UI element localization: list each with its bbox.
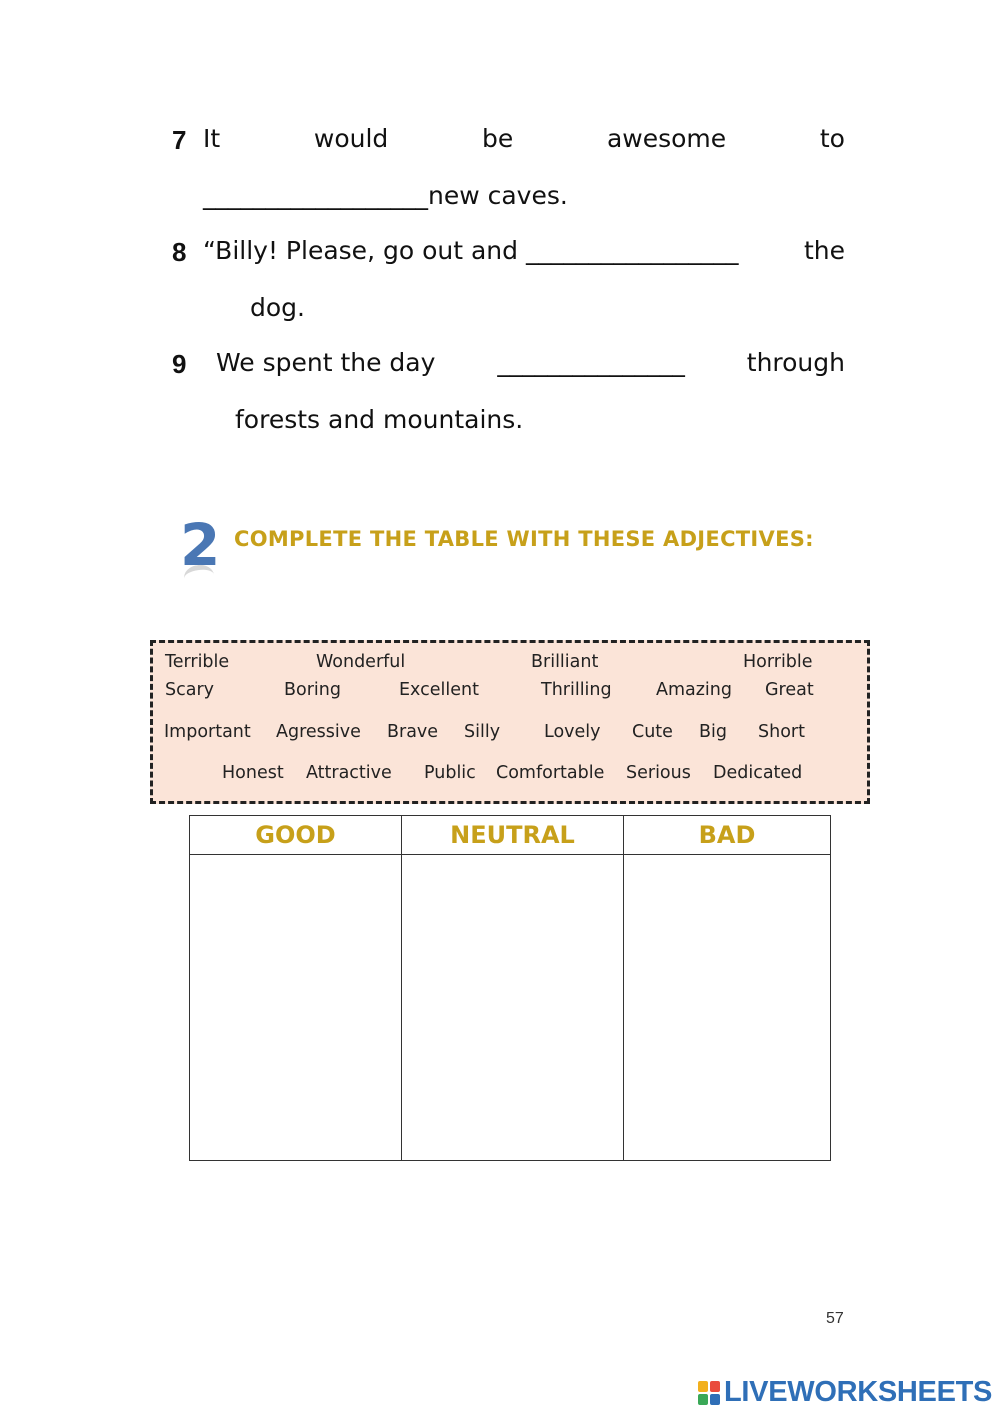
word-bank-item[interactable]: Honest xyxy=(222,763,284,783)
word-bank-item[interactable]: Public xyxy=(424,763,476,783)
question-7-line-2 xyxy=(203,181,568,211)
word-bank xyxy=(150,640,870,804)
word: be xyxy=(482,124,514,153)
column-header-bad: BAD xyxy=(624,816,831,855)
page-number: 57 xyxy=(826,1310,844,1327)
question-text: through xyxy=(746,348,845,377)
word-bank-item[interactable]: Important xyxy=(164,722,251,742)
word-bank-item[interactable]: Wonderful xyxy=(316,652,406,672)
word: It xyxy=(203,124,221,153)
word-bank-item[interactable]: Big xyxy=(699,722,727,742)
word-bank-item[interactable]: Thrilling xyxy=(541,680,612,700)
question-number: 9 xyxy=(172,349,187,379)
word-bank-item[interactable]: Excellent xyxy=(399,680,479,700)
question-number: 7 xyxy=(172,125,187,155)
table-header-row xyxy=(190,816,831,855)
answer-blank[interactable]: __________________ xyxy=(203,181,428,210)
question-8-line-1 xyxy=(203,236,845,266)
question-text: “Billy! Please, go out and xyxy=(203,236,526,265)
word-bank-item[interactable]: Amazing xyxy=(656,680,732,700)
answer-blank[interactable]: _______________ xyxy=(497,348,685,377)
word-bank-item[interactable]: Great xyxy=(765,680,814,700)
word: awesome xyxy=(606,124,727,153)
neutral-answer-cell[interactable] xyxy=(402,855,624,1161)
word: to xyxy=(819,124,845,153)
section-title: COMPLETE THE TABLE WITH THESE ADJECTIVES: xyxy=(234,527,814,551)
question-8-line-2: dog. xyxy=(250,293,305,322)
answer-blank[interactable]: _________________ xyxy=(525,236,739,265)
question-text: We spent the day xyxy=(216,348,436,377)
word-bank-item[interactable]: Silly xyxy=(464,722,501,742)
word-bank-item[interactable]: Brilliant xyxy=(531,652,599,672)
sorting-table xyxy=(189,815,831,1161)
word-bank-item[interactable]: Short xyxy=(758,722,805,742)
word-bank-item[interactable]: Scary xyxy=(165,680,215,700)
bad-answer-cell[interactable] xyxy=(624,855,831,1161)
question-7-line-1 xyxy=(203,124,845,154)
word-bank-item[interactable]: Dedicated xyxy=(713,763,803,783)
table-answer-row xyxy=(190,855,831,1161)
word-bank-item[interactable]: Cute xyxy=(632,722,673,742)
word-bank-item[interactable]: Boring xyxy=(284,680,341,700)
good-answer-cell[interactable] xyxy=(190,855,402,1161)
word-bank-item[interactable]: Horrible xyxy=(743,652,813,672)
section-number: 2 xyxy=(180,511,221,579)
column-header-neutral: NEUTRAL xyxy=(402,816,624,855)
question-text: new caves. xyxy=(428,181,568,210)
word-bank-item[interactable]: Agressive xyxy=(276,722,361,742)
word-bank-item[interactable]: Lovely xyxy=(544,722,601,742)
word: would xyxy=(313,124,389,153)
word-bank-item[interactable]: Terrible xyxy=(165,652,230,672)
question-number: 8 xyxy=(172,237,187,267)
word-bank-item[interactable]: Comfortable xyxy=(496,763,605,783)
logo-text: LIVEWORKSHEETS xyxy=(724,1376,993,1408)
liveworksheets-logo xyxy=(698,1376,992,1409)
word-bank-item[interactable]: Serious xyxy=(626,763,691,783)
word-bank-item[interactable]: Attractive xyxy=(306,763,392,783)
logo-mark-icon xyxy=(698,1381,720,1405)
word-bank-item[interactable]: Brave xyxy=(387,722,439,742)
question-9-line-1 xyxy=(216,348,845,378)
question-text: the xyxy=(803,236,845,265)
question-9-line-2: forests and mountains. xyxy=(235,405,524,434)
column-header-good: GOOD xyxy=(190,816,402,855)
